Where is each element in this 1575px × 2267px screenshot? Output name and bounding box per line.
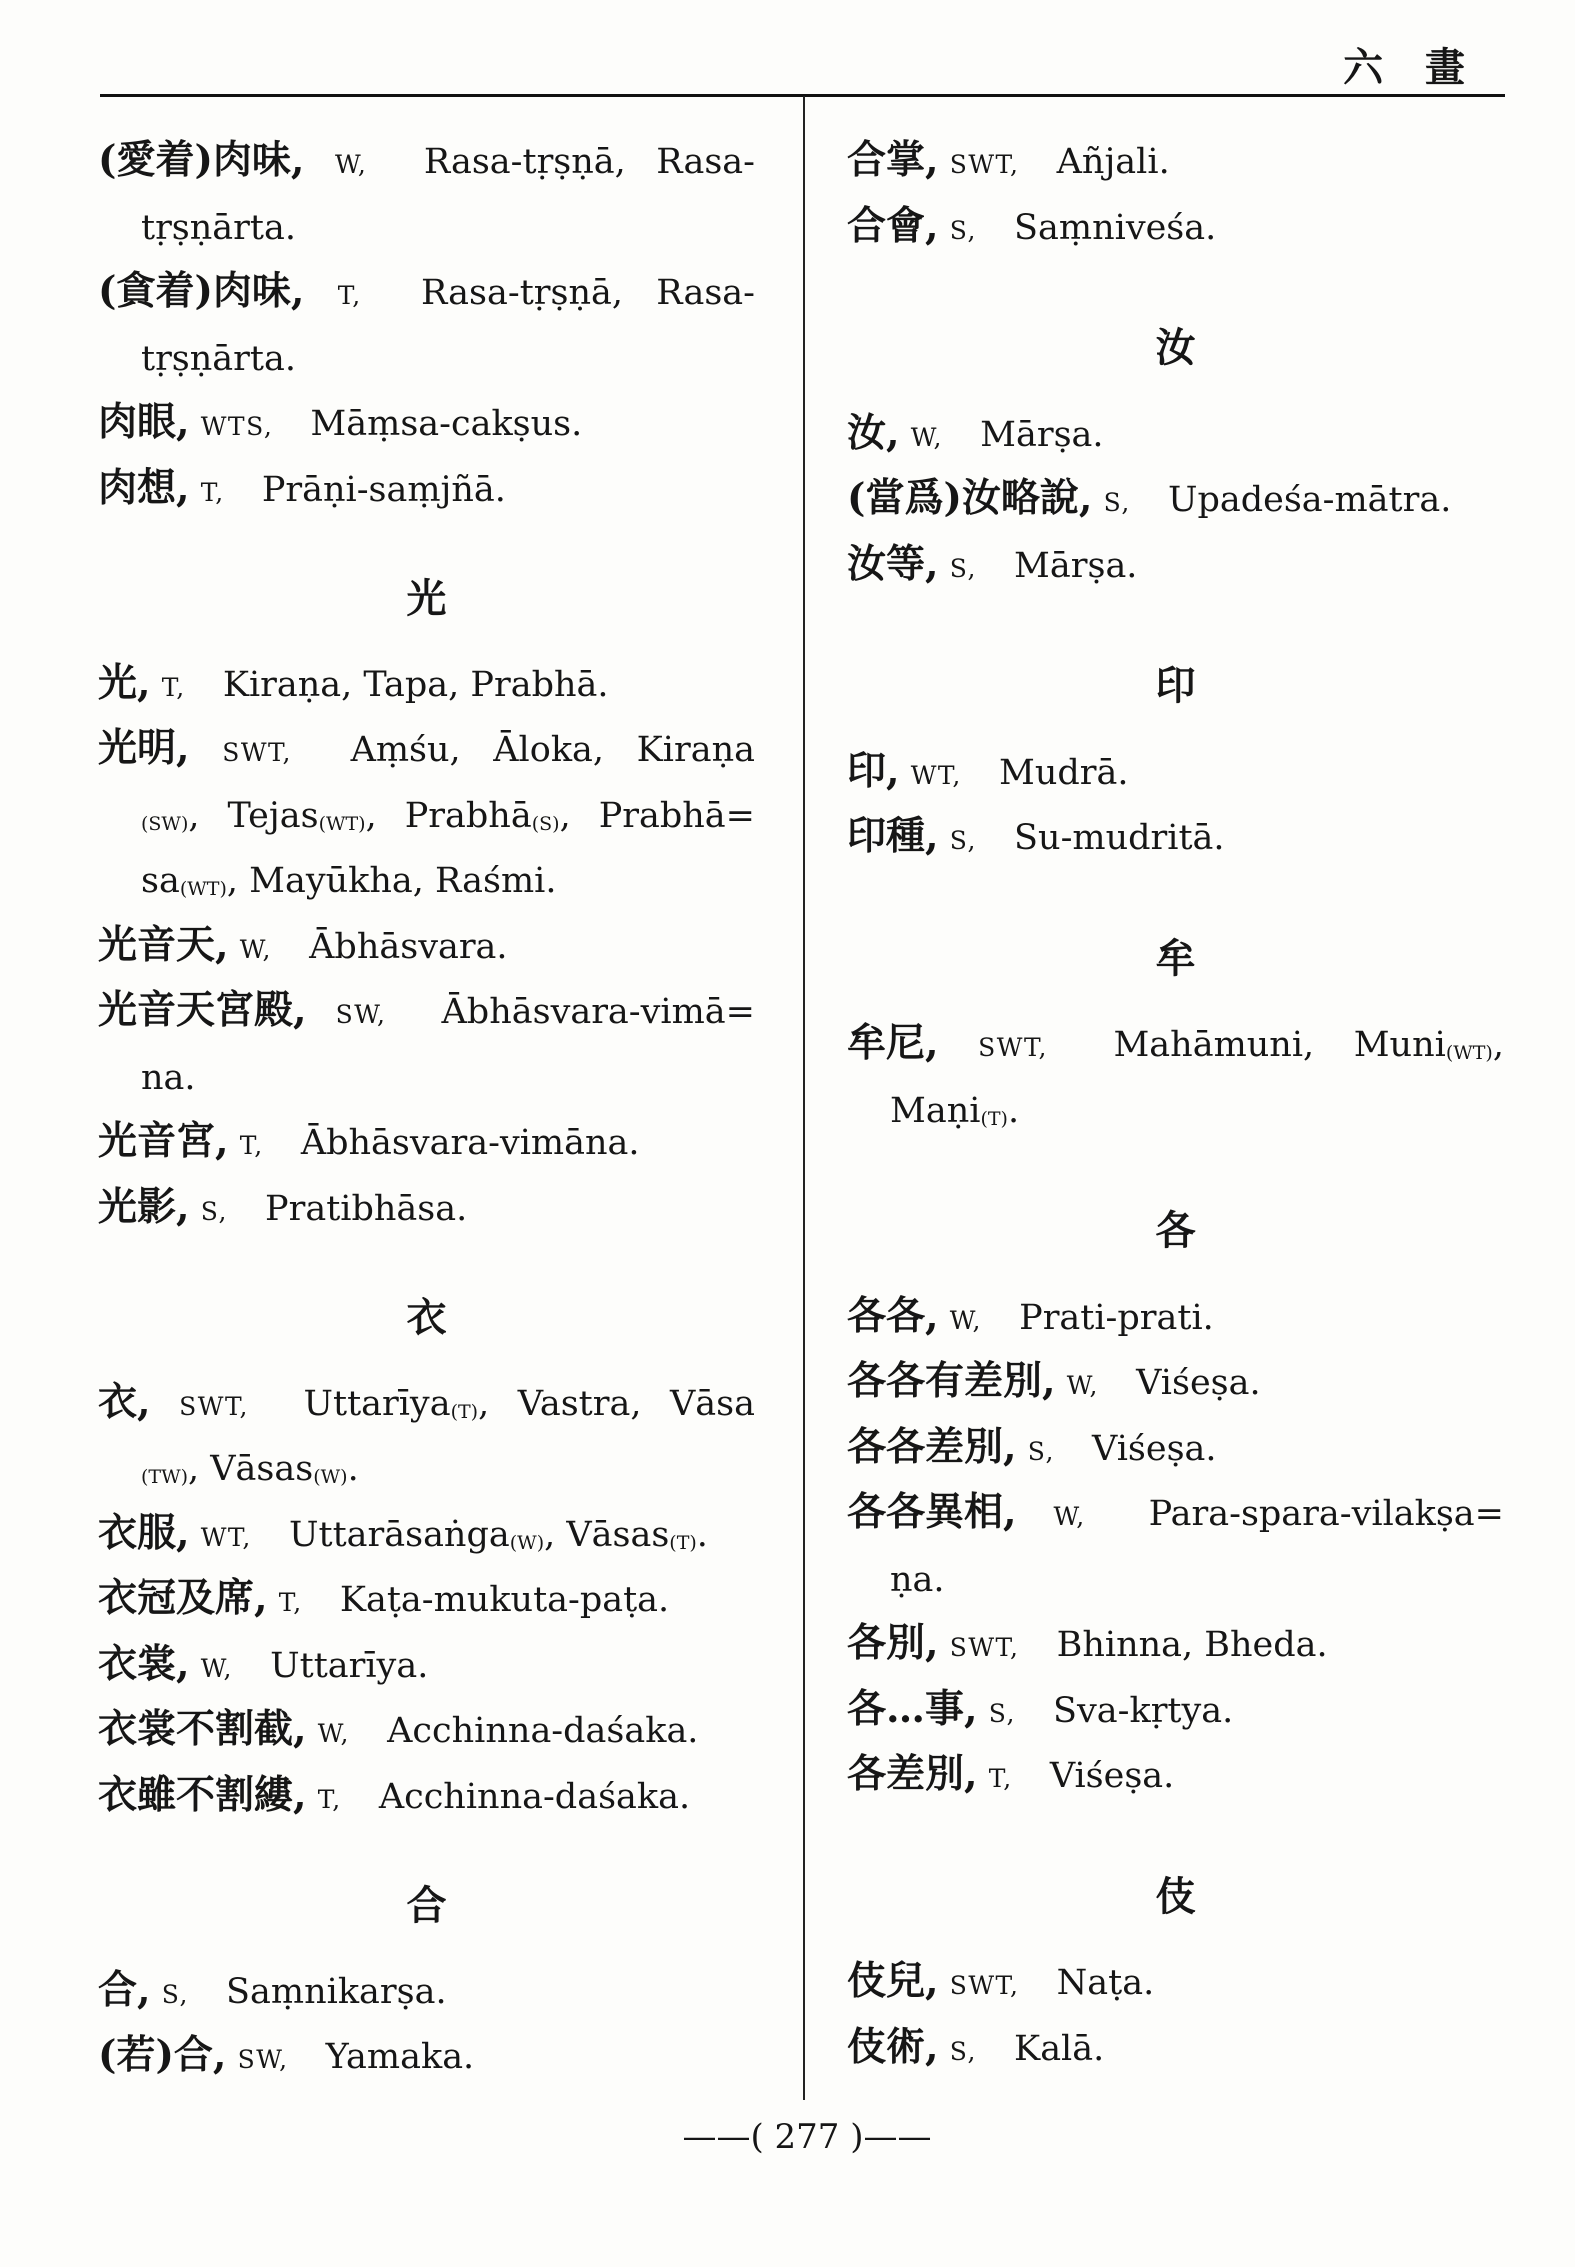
entry-line	[98, 261, 755, 327]
definition-text: Kiraṇa, Tapa, Prabhā.	[222, 664, 609, 705]
dictionary-entry	[847, 1013, 1504, 1144]
dictionary-entry	[98, 458, 755, 524]
dictionary-entry	[847, 130, 1504, 196]
definition-text: Naṭa.	[1056, 1963, 1155, 2003]
entry-line	[847, 1613, 1504, 1679]
running-header-title: 六 畫	[1343, 44, 1479, 91]
dictionary-entry	[847, 806, 1504, 872]
definition-text: Prati-prati.	[1019, 1297, 1214, 1338]
entry-line	[98, 849, 755, 915]
definition-text: , Mayūkha, Raśmi.	[226, 861, 557, 901]
definition-text: Uttarīya	[303, 1383, 451, 1424]
entry-headword: 光音天宮殿,	[98, 987, 307, 1033]
definition-text: Maṇi	[890, 1090, 981, 1131]
source-code: S,	[200, 1196, 228, 1226]
entry-line	[98, 1568, 755, 1634]
dictionary-entry	[98, 1765, 755, 1831]
dictionary-entry	[847, 1613, 1504, 1679]
dictionary-entry	[847, 196, 1504, 262]
section-heading: 光	[406, 575, 447, 622]
section-heading: 合	[406, 1882, 447, 1929]
entry-line	[98, 327, 755, 393]
definition-text: Mudrā.	[999, 752, 1129, 793]
definition-text: ṇa.	[890, 1559, 945, 1600]
dictionary-entry	[847, 403, 1504, 469]
source-code: S,	[949, 2036, 977, 2066]
entry-line	[98, 392, 755, 458]
source-code: W,	[317, 1719, 350, 1748]
source-note: (W)	[313, 1466, 348, 1488]
entry-line	[847, 534, 1504, 600]
entry-headword: 光,	[98, 659, 151, 706]
definition-text: na.	[141, 1057, 196, 1098]
entry-headword: 合,	[98, 1966, 151, 2013]
entry-line	[98, 2025, 755, 2091]
source-note: (WT)	[179, 878, 227, 900]
entry-headword: 光明,	[98, 725, 190, 771]
definition-text: , Prabhā	[365, 795, 532, 836]
dictionary-entry	[847, 534, 1504, 600]
source-code: W,	[239, 934, 272, 964]
entry-headword: (貪着)肉味,	[98, 268, 305, 314]
entry-headword: 合會,	[847, 202, 939, 249]
source-note: (T)	[980, 1107, 1008, 1130]
source-note: (S)	[531, 812, 560, 835]
source-code: WT,	[910, 760, 962, 790]
entry-line	[98, 1960, 755, 2026]
entry-line	[847, 1951, 1504, 2017]
definition-text: Yamaka.	[325, 2037, 475, 2077]
section-heading: 衣	[406, 1294, 447, 1341]
source-note: (WT)	[318, 812, 366, 835]
entry-line	[98, 980, 755, 1046]
entry-headword: 伎術,	[847, 2023, 939, 2070]
dictionary-entry	[98, 1503, 755, 1569]
entry-line	[98, 1111, 755, 1177]
entry-headword: 衣裳,	[98, 1640, 190, 1687]
entry-headword: 伎兒,	[847, 1958, 939, 2004]
definition-text: , Vastra, Vāsa	[478, 1383, 755, 1424]
source-code: T,	[317, 1784, 342, 1814]
entry-headword: 印種,	[847, 813, 939, 859]
page-number-footer: ——( 277 )——	[682, 2117, 932, 2157]
definition-text: tṛṣṇārta.	[141, 338, 296, 379]
entry-line	[98, 653, 755, 719]
source-code: SWT,	[179, 1391, 249, 1421]
dictionary-entry	[98, 2025, 755, 2091]
entry-headword: 各各差別,	[847, 1423, 1017, 1470]
definition-text: Ābhāsvara.	[309, 926, 508, 967]
entry-line	[847, 468, 1504, 534]
definition-text: Pratibhāsa.	[265, 1188, 468, 1229]
dictionary-entry	[847, 1286, 1504, 1352]
source-code: W,	[949, 1305, 982, 1335]
entry-line	[847, 1286, 1504, 1352]
entry-line	[847, 1013, 1504, 1079]
definition-text: Māṃsa-cakṣus.	[310, 404, 583, 444]
dictionary-entry	[98, 718, 755, 915]
definition-text: tṛṣṇārta.	[141, 207, 296, 248]
entry-headword: (當爲)汝略說,	[847, 475, 1093, 521]
definition-text: Viśeṣa.	[1049, 1756, 1175, 1796]
entry-headword: 衣冠及席,	[98, 1575, 268, 1621]
source-code: S,	[949, 553, 977, 583]
dictionary-entry	[847, 1744, 1504, 1810]
source-code: T,	[161, 672, 186, 702]
definition-text: Saṃniveśa.	[1014, 207, 1217, 248]
definition-text: , Vāsas	[544, 1514, 670, 1555]
dictionary-entry	[98, 1372, 755, 1503]
entry-headword: 各差別,	[847, 1751, 978, 1797]
definition-text: Viśeṣa.	[1092, 1428, 1217, 1469]
definition-text: Uttarīya.	[270, 1645, 429, 1686]
definition-text: Acchinna-daśaka.	[378, 1776, 691, 1817]
entry-line	[847, 1417, 1504, 1483]
dictionary-entry	[98, 915, 755, 981]
definition-text: Sva-kṛtya.	[1053, 1690, 1234, 1731]
definition-text: Mārṣa.	[980, 414, 1104, 455]
entry-line	[98, 1503, 755, 1569]
entry-line	[847, 130, 1504, 196]
entry-line	[98, 784, 755, 850]
source-note: (SW)	[141, 812, 189, 835]
entry-line	[98, 1699, 755, 1765]
definition-text: Ābhāsvara-vimāna.	[300, 1123, 640, 1163]
definition-text: Ābhāsvara-vimā=	[441, 992, 755, 1032]
source-code: W,	[910, 422, 943, 452]
entry-headword: 肉眼,	[98, 399, 190, 445]
entry-line	[847, 1482, 1504, 1548]
source-note: (W)	[509, 1531, 545, 1554]
definition-text: Saṃnikarṣa.	[226, 1971, 447, 2012]
right-column	[847, 130, 1504, 2082]
section-heading: 印	[1155, 662, 1196, 709]
source-code: SWT,	[222, 738, 292, 767]
source-code: SWT,	[949, 1633, 1020, 1662]
entry-headword: 各別,	[847, 1620, 939, 1666]
source-code: W,	[1053, 1502, 1086, 1531]
definition-text: Viśeṣa.	[1136, 1363, 1261, 1403]
source-code: W,	[335, 150, 368, 179]
entry-line	[98, 196, 755, 262]
definition-text: Añjali.	[1056, 142, 1170, 182]
definition-text: Aṃśu, Āloka, Kiraṇa	[350, 730, 755, 770]
definition-text: Kalā.	[1014, 2028, 1105, 2069]
entry-headword: 合掌,	[847, 137, 939, 183]
dictionary-entry	[847, 741, 1504, 807]
source-code: WT,	[200, 1522, 252, 1552]
dictionary-entry	[98, 653, 755, 719]
dictionary-entry	[98, 1699, 755, 1765]
entry-headword: 各各,	[847, 1292, 939, 1339]
dictionary-entry	[98, 1177, 755, 1243]
dictionary-entry	[847, 1482, 1504, 1613]
source-code: SW,	[237, 2045, 289, 2074]
entry-line	[98, 1177, 755, 1243]
entry-line	[98, 1765, 755, 1831]
definition-text: , Tejas	[188, 795, 319, 836]
source-note: (TW)	[141, 1466, 189, 1488]
definition-text: Bhinna, Bheda.	[1056, 1625, 1328, 1665]
definition-text: Rasa-tṛṣṇā, Rasa-	[423, 142, 755, 182]
entry-line	[847, 806, 1504, 872]
definition-text: Rasa-tṛṣṇā, Rasa-	[421, 273, 755, 313]
source-code: WTS,	[200, 412, 274, 441]
entry-line	[98, 1437, 755, 1503]
entry-headword: 肉想,	[98, 464, 190, 511]
entry-line	[98, 915, 755, 981]
entry-line	[847, 1351, 1504, 1417]
entry-headword: 衣裳不割截,	[98, 1706, 307, 1752]
entry-headword: 各各有差別,	[847, 1358, 1056, 1404]
entry-headword: 光音天,	[98, 921, 229, 968]
entry-line	[847, 196, 1504, 262]
dictionary-entry	[847, 1417, 1504, 1483]
source-code: S,	[1103, 488, 1131, 517]
section-heading: 牟	[1155, 934, 1196, 982]
entry-headword: 衣服,	[98, 1509, 190, 1556]
entry-headword: 衣雖不割縷,	[98, 1771, 307, 1818]
definition-text: Upadeśa-mātra.	[1167, 480, 1452, 520]
dictionary-entry	[847, 2017, 1504, 2083]
entry-line	[98, 1046, 755, 1112]
entry-line	[847, 1548, 1504, 1614]
source-code: S,	[949, 826, 977, 855]
entry-line	[847, 741, 1504, 807]
source-note: (WT)	[1445, 1042, 1493, 1064]
entry-line	[98, 1372, 755, 1438]
entry-line	[98, 458, 755, 524]
entry-headword: 衣,	[98, 1378, 151, 1425]
source-code: T,	[988, 1764, 1013, 1793]
source-code: S,	[1027, 1436, 1055, 1466]
column-divider	[803, 96, 805, 2100]
definition-text: .	[696, 1514, 708, 1555]
definition-text: Su-mudritā.	[1014, 818, 1225, 858]
entry-line	[847, 403, 1504, 469]
entry-line	[847, 1679, 1504, 1745]
definition-text: Para-spara-vilakṣa=	[1148, 1494, 1504, 1534]
source-code: S,	[988, 1698, 1016, 1728]
dictionary-entry	[98, 130, 755, 261]
dictionary-entry	[847, 1951, 1504, 2017]
source-code: SW,	[335, 1000, 387, 1029]
source-code: SWT,	[978, 1033, 1048, 1062]
dictionary-entry	[98, 1960, 755, 2026]
source-code: SWT,	[949, 1971, 1020, 2000]
definition-text: sa	[141, 861, 180, 901]
source-code: SWT,	[949, 150, 1020, 179]
source-code: T,	[278, 1588, 303, 1617]
entry-headword: 汝,	[847, 409, 900, 456]
definition-text: , Prabhā=	[559, 795, 755, 836]
entry-headword: (若)合,	[98, 2032, 227, 2078]
dictionary-entry	[98, 261, 755, 392]
source-note: (T)	[669, 1531, 697, 1554]
definition-text: Uttarāsaṅga	[289, 1514, 510, 1555]
dictionary-entry	[98, 392, 755, 458]
source-code: S,	[161, 1979, 189, 2009]
section-heading: 伎	[1155, 1872, 1196, 1920]
source-code: W,	[200, 1653, 233, 1683]
dictionary-entry	[98, 1111, 755, 1177]
entry-headword: 光影,	[98, 1183, 190, 1230]
definition-text: Acchinna-daśaka.	[387, 1711, 699, 1751]
entry-line	[847, 1079, 1504, 1145]
definition-text: Mārṣa.	[1014, 545, 1138, 586]
definition-text: Prāṇi-saṃjñā.	[261, 469, 506, 510]
definition-text: .	[347, 1449, 359, 1489]
dictionary-entry	[847, 1679, 1504, 1745]
source-code: T,	[337, 281, 362, 310]
definition-text: ,	[1492, 1025, 1504, 1065]
dictionary-entry	[98, 1634, 755, 1700]
entry-headword: 各…事,	[847, 1685, 978, 1732]
section-heading: 各	[1155, 1207, 1196, 1254]
entry-headword: 光音宮,	[98, 1118, 229, 1164]
entry-line	[98, 1634, 755, 1700]
definition-text: Kaṭa-mukuta-paṭa.	[339, 1580, 670, 1620]
entry-headword: 牟尼,	[847, 1020, 939, 1066]
entry-line	[847, 1744, 1504, 1810]
entry-line	[98, 130, 755, 196]
dictionary-entry	[847, 468, 1504, 534]
dictionary-entry	[98, 1568, 755, 1634]
definition-text: .	[1007, 1090, 1020, 1131]
dictionary-entry	[847, 1351, 1504, 1417]
definition-text: , Vāsas	[188, 1449, 314, 1489]
source-code: S,	[949, 215, 977, 245]
source-note: (T)	[450, 1400, 479, 1423]
entry-headword: 汝等,	[847, 540, 939, 587]
left-column	[98, 130, 755, 2091]
entry-line	[98, 718, 755, 784]
entry-headword: (愛着)肉味,	[98, 137, 305, 183]
source-code: W,	[1066, 1371, 1099, 1400]
entry-headword: 各各異相,	[847, 1489, 1017, 1535]
section-heading: 汝	[1155, 324, 1196, 371]
source-code: T,	[200, 477, 225, 507]
entry-line	[847, 2017, 1504, 2083]
entry-headword: 印,	[847, 747, 900, 794]
source-code: T,	[239, 1131, 264, 1160]
definition-text: Mahāmuni, Muni	[1113, 1025, 1446, 1065]
dictionary-entry	[98, 980, 755, 1111]
